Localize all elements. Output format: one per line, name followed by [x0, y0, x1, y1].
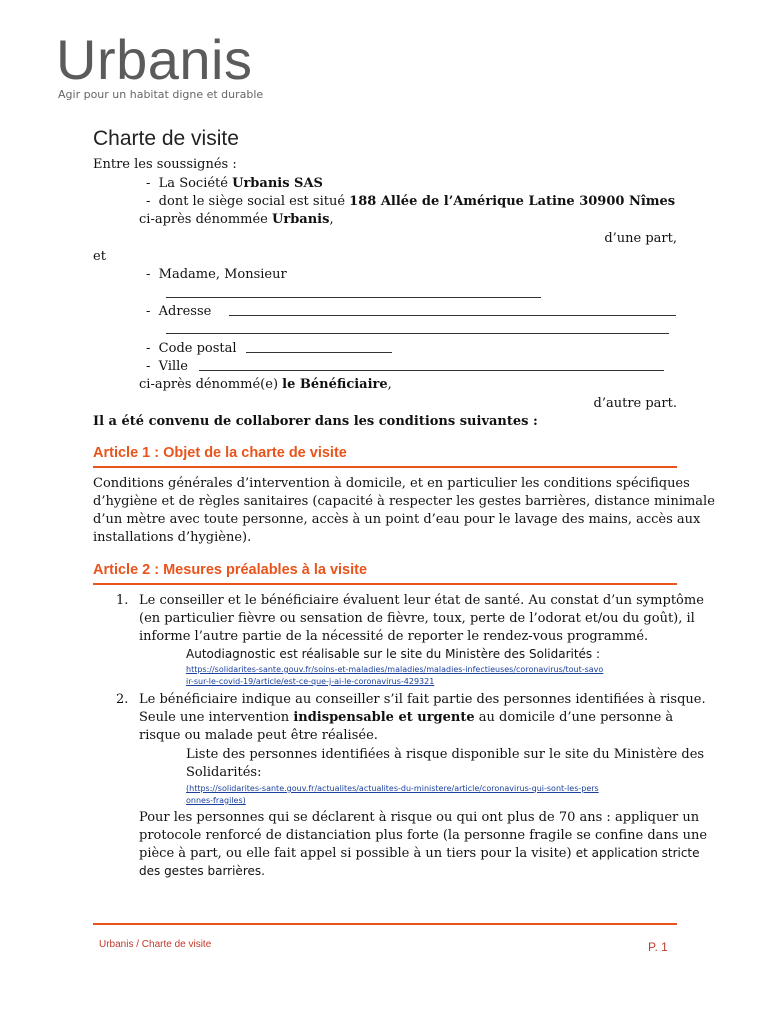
logo-tagline: Agir pour un habitat digne et durable — [58, 88, 264, 101]
item-2-note-line: Liste des personnes identifiées à risque disponible sur le site du Ministère des — [186, 747, 705, 762]
dash: - — [146, 194, 159, 209]
urbanis-logo: Urbanis — [56, 28, 253, 91]
item-2-emphasis: indispensable et urgente — [293, 710, 475, 725]
article-1-line: Conditions générales d’intervention à domicile, et en particulier les conditions spécifiques — [93, 476, 690, 491]
item-2-link-line[interactable]: onnes-fragiles) — [186, 796, 246, 805]
part-one: d’une part, — [604, 231, 677, 246]
address-label: Adresse — [158, 304, 212, 319]
item-1-note: Autodiagnostic est réalisable sur le site du Ministère des Solidarités : — [186, 647, 601, 661]
name-field-line — [146, 266, 287, 284]
item-2-closing-sans: et application stricte — [575, 846, 700, 860]
dash: - — [146, 359, 159, 374]
article-1-body — [93, 475, 715, 547]
item-1-link-line[interactable]: https://solidarites-sante.gouv.fr/soins-et-maladies/maladies/maladies-infectieuses/coronavirus/tout-savo — [186, 665, 604, 674]
page-number: P. 1 — [648, 940, 668, 954]
designation-suffix: , — [329, 212, 334, 227]
item-2-closing-line — [139, 845, 700, 863]
item-2-note-line: Solidarités: — [186, 765, 262, 780]
item-1-link-line[interactable]: ir-sur-le-covid-19/article/est-ce-que-j-ai-le-coronavirus-429321 — [186, 677, 435, 686]
item-2-closing-line: Pour les personnes qui se déclarent à risque ou qui ont plus de 70 ans : appliquer un — [139, 810, 700, 825]
dash: - — [146, 267, 159, 282]
article-1-line: installations d’hygiène). — [93, 530, 252, 545]
address-blank-2[interactable] — [166, 321, 669, 334]
postal-blank[interactable] — [246, 340, 392, 353]
page-title: Charte de visite — [93, 127, 239, 150]
postal-field-line — [146, 340, 237, 358]
seat-address: 188 Allée de l’Amérique Latine 30900 Nîmes — [349, 194, 676, 209]
city-field-line — [146, 358, 188, 376]
name-label: Madame, Monsieur — [158, 267, 287, 282]
item-2-body — [139, 691, 706, 745]
item-2-line — [139, 709, 677, 727]
seat-line — [146, 193, 675, 211]
footer-left-text: Urbanis / Charte de visite — [99, 939, 212, 950]
item-1-link[interactable] — [186, 664, 603, 688]
postal-label: Code postal — [158, 341, 237, 356]
designation-line — [139, 211, 334, 229]
beneficiary-line — [139, 376, 392, 394]
item-2-line: Le bénéficiaire indique au conseiller s’il fait partie des personnes identifiées à risque. — [139, 692, 706, 707]
city-label: Ville — [158, 359, 188, 374]
article-1-line: d’hygiène et de règles sanitaires (capacité à respecter les gestes barrières, distance minimale — [93, 494, 715, 509]
name-blank[interactable] — [166, 285, 541, 298]
item-2-link-line[interactable]: (https://solidarites-sante.gouv.fr/actualites/actualites-du-ministere/article/coronavirus-qui-sont-les-pers — [186, 784, 599, 793]
beneficiary-name: le Bénéficiaire — [282, 377, 388, 392]
city-blank[interactable] — [199, 358, 664, 371]
item-2-line: risque ou malade peut être réalisée. — [139, 728, 378, 743]
company-prefix: La Société — [158, 176, 228, 191]
beneficiary-prefix: ci-après dénommé(e) — [139, 377, 279, 392]
parties-intro: Entre les soussignés : — [93, 157, 237, 172]
article-2-heading: Article 2 : Mesures préalables à la visite — [93, 562, 368, 578]
item-2-link[interactable] — [186, 783, 599, 807]
article-1-heading: Article 1 : Objet de la charte de visite — [93, 445, 347, 461]
item-1-number: 1. — [116, 593, 129, 608]
item-2-number: 2. — [116, 692, 129, 707]
footer-rule — [93, 923, 677, 925]
item-2-closing — [139, 809, 708, 880]
company-line — [146, 175, 323, 193]
item-1-line: Le conseiller et le bénéficiaire évaluent leur état de santé. Au constat d’un symptôme — [139, 593, 704, 608]
item-1-line: informe l’autre partie de la nécessité de reporter le rendez-vous programmé. — [139, 629, 649, 644]
dash: - — [146, 304, 159, 319]
article-1-line: d’un mètre avec toute personne, accès à un point d’eau pour le lavage des mains, accès aux — [93, 512, 701, 527]
dash: - — [146, 341, 159, 356]
article-1-rule — [93, 466, 677, 468]
seat-prefix: dont le siège social est situé — [158, 194, 346, 209]
designation-name: Urbanis — [272, 212, 330, 227]
address-blank-1[interactable] — [229, 303, 676, 316]
designation-prefix: ci-après dénommée — [139, 212, 268, 227]
company-name: Urbanis SAS — [232, 176, 323, 191]
item-1-line: (en particulier fièvre ou sensation de fièvre, toux, perte de l’odorat et/ou du goût), il — [139, 611, 695, 626]
and-word: et — [93, 249, 106, 264]
item-2-closing-line: des gestes barrières. — [139, 864, 265, 878]
dash: - — [146, 176, 159, 191]
item-2-note — [186, 746, 704, 782]
agreement-statement: Il a été convenu de collaborer dans les conditions suivantes : — [93, 414, 538, 429]
address-field-line — [146, 303, 211, 321]
item-2-closing-line: protocole renforcé de distanciation plus forte (la personne fragile se confine dans une — [139, 828, 708, 843]
item-2-closing-serif: pièce à part, ou elle fait appel si possible à un tiers pour la visite) — [139, 846, 572, 861]
item-1-body — [139, 592, 704, 646]
part-two: d’autre part. — [593, 396, 677, 411]
item-2-prefix: Seule une intervention — [139, 710, 290, 725]
article-2-rule — [93, 583, 677, 585]
beneficiary-suffix: , — [387, 377, 392, 392]
item-2-suffix: au domicile d’une personne à — [478, 710, 674, 725]
